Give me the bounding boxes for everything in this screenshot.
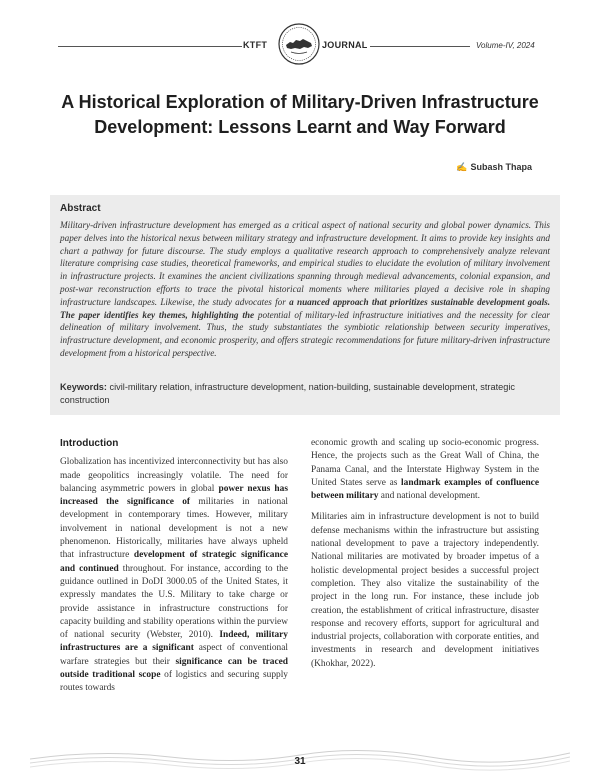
introduction-heading: Introduction: [60, 438, 119, 449]
keywords-label: Keywords:: [60, 382, 107, 392]
volume-label: Volume-IV, 2024: [476, 41, 535, 50]
abstract-text-end: potential of military-led infrastructure initiatives and the necessity for clear delineation of military involvement. Thus, the study substantiates the symbiotic relationship between security imperatives, infrastructure development, and economic prosperity, and offers strategic recommendations for future military-driven infrastructure development from a historical perspective.: [60, 309, 551, 358]
abstract-heading: Abstract: [60, 203, 101, 214]
author-line: [456, 162, 532, 173]
column-right: [311, 437, 539, 679]
paper-title: A Historical Exploration of Military-Driven Infrastructure Development: Lessons Learnt and Way Forward: [61, 92, 539, 137]
intro-text: economic growth and scaling up socio-economic progress. Hence, the projects such as the Great Wall of China, the Panama Canal, and the Interstate Highway System in the United States serve as: [311, 438, 539, 488]
keywords: [60, 381, 550, 406]
abstract-body: [60, 219, 550, 360]
intro-bold: landmark examples of confluence between military: [311, 477, 540, 502]
abstract-box: [50, 195, 560, 415]
intro-bold: Indeed, military infrastructures are a significant: [60, 630, 288, 654]
abstract-text-bold: a nuanced approach that prioritizes sustainable development goals. The paper identifies key themes, highlighting the: [60, 296, 550, 320]
journal-name-right: JOURNAL: [322, 40, 368, 50]
intro-paragraph-1-cont: [311, 437, 539, 503]
page-header: [0, 0, 600, 60]
header-rule-right: [370, 46, 470, 47]
intro-bold: power nexus has increased the significance of: [60, 483, 288, 508]
page-number: 31: [294, 756, 306, 767]
intro-bold: significance can be traced outside traditional scope: [60, 656, 288, 681]
intro-text: of logistics and securing supply routes towards: [60, 670, 288, 694]
intro-text: Globalization has incentivized interconnectivity but has also made geopolitics increasingly volatile. The need for balancing asymmetric powers in global: [60, 457, 288, 494]
abstract-text-start: Military-driven infrastructure development has emerged as a critical aspect of national security and global power dynamics. This paper delves into the historical nexus between military strategy and infrastructure development. It aims to provide key insights and chart a pathway for future discourse. The study employs a qualitative research approach to comprehensively analyze relevant literature comprising case studies, theoretical frameworks, and empirical studies to elucidate the evolution of military involvement in infrastructure projects. It examines the ancient civilizations spanning through medieval advancements, colonial expansion, and post-war reconstruction efforts to trace the pivotal historical moments where militaries played a decisive role in shaping infrastructure landscapes. Likewise, the study advocates for: [60, 220, 550, 307]
intro-paragraph-2: Militaries aim in infrastructure development is not to build defense mechanisms within the infrastructure but assisting national development to pave a trajectory independently. National militaries are motivated by broader impetus of a holistic developmental project besides a successful project completion. They also vitalize the sustainability of the project in the long run. For instance, these include job creation, the establishment of critical infrastructure, disaster response and recovery efforts, support for agricultural and industrial projects, collaboration with corporate entities, and investments in research and development initiatives (Khokhar, 2022).: [311, 512, 539, 669]
journal-logo-icon: [277, 22, 321, 66]
intro-paragraph-1: [60, 456, 288, 695]
intro-text: aspect of conventional warfare strategies but their: [60, 643, 288, 667]
intro-text: and national development.: [378, 491, 480, 502]
intro-text: throughout. For instance, according to the guidance outlined in DoDI 3000.05 of the United States, it expressly mandates the U.S. Military to take charge or provide assistance in infrastructure constructions for capacity building and stability operations within the purview of national security (Webster, 2010).: [60, 563, 288, 641]
intro-bold: development of strategic significance and continued: [60, 550, 288, 574]
column-left: [60, 437, 288, 704]
author-name: Subash Thapa: [470, 162, 532, 172]
pen-icon: ✍: [456, 162, 468, 172]
journal-name-left: KTFT: [243, 40, 268, 50]
intro-text: militaries in national development in contemporary times. However, military involvement in national development is not a new phenomenon. Historically, militaries have always upheld that infrastructure: [60, 497, 288, 561]
header-rule-left: [58, 46, 242, 47]
keywords-text: civil-military relation, infrastructure development, nation-building, sustainable development, strategic construction: [60, 382, 516, 405]
